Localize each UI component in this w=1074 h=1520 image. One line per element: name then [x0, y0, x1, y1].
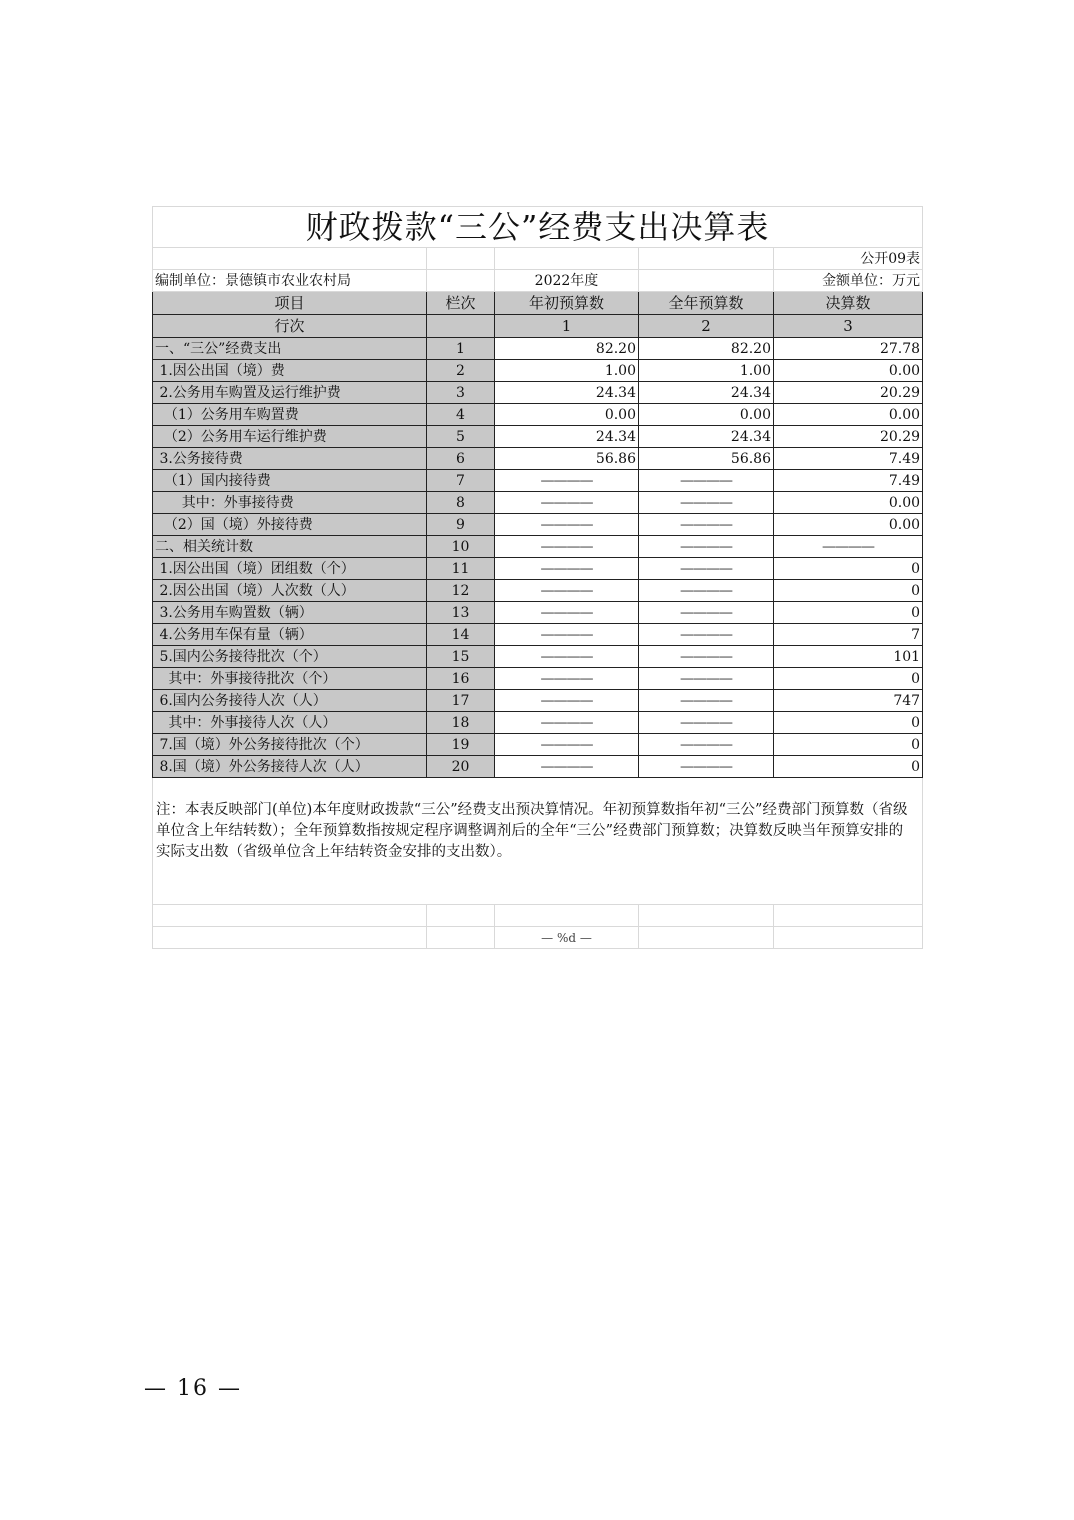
row-col2: ———— [639, 646, 774, 668]
table-row [153, 360, 923, 382]
row-col2: ———— [639, 668, 774, 690]
table-row [153, 668, 923, 690]
header-item: 项目 [153, 292, 427, 315]
table-row [153, 338, 923, 360]
row-item: 2.因公出国（境）人次数（人） [153, 580, 427, 602]
row-seq: 2 [427, 360, 495, 382]
row-col3: 0.00 [774, 404, 923, 426]
row-col2: 24.34 [639, 382, 774, 404]
row-seq: 13 [427, 602, 495, 624]
row-col3: 101 [774, 646, 923, 668]
header-col1: 年初预算数 [495, 292, 639, 315]
row-seq: 5 [427, 426, 495, 448]
row-col1: ———— [495, 668, 639, 690]
row-col2: ———— [639, 602, 774, 624]
row-seq: 6 [427, 448, 495, 470]
row-col1: ———— [495, 646, 639, 668]
row-col1: 82.20 [495, 338, 639, 360]
table-row [153, 602, 923, 624]
row-item: 5.国内公务接待批次（个） [153, 646, 427, 668]
header-seq: 栏次 [427, 292, 495, 315]
row-col1: 56.86 [495, 448, 639, 470]
row-seq: 14 [427, 624, 495, 646]
table-row [153, 558, 923, 580]
header-col2: 全年预算数 [639, 292, 774, 315]
row-item: 3.公务接待费 [153, 448, 427, 470]
row-col2: ———— [639, 536, 774, 558]
table-row [153, 426, 923, 448]
row-seq: 16 [427, 668, 495, 690]
row-label-item: 行次 [153, 315, 427, 338]
row-col3: 20.29 [774, 382, 923, 404]
unit-label: 编制单位：景德镇市农业农村局 [153, 270, 427, 292]
report-year: 2022年度 [495, 270, 639, 292]
table-row [153, 492, 923, 514]
row-col3: 20.29 [774, 426, 923, 448]
row-item: 其中：外事接待人次（人） [153, 712, 427, 734]
header-col3: 决算数 [774, 292, 923, 315]
row-label-c1: 1 [495, 315, 639, 338]
row-col3: 0 [774, 756, 923, 778]
row-item: （2）国（境）外接待费 [153, 514, 427, 536]
row-col3: 747 [774, 690, 923, 712]
row-col1: ———— [495, 712, 639, 734]
row-item: 3.公务用车购置数（辆） [153, 602, 427, 624]
row-seq: 4 [427, 404, 495, 426]
row-seq: 20 [427, 756, 495, 778]
table-row [153, 712, 923, 734]
report-sheet [152, 206, 922, 949]
row-seq: 3 [427, 382, 495, 404]
row-col3: ———— [774, 536, 923, 558]
row-seq: 17 [427, 690, 495, 712]
row-col3: 7.49 [774, 470, 923, 492]
row-seq: 1 [427, 338, 495, 360]
row-seq: 15 [427, 646, 495, 668]
row-col2: ———— [639, 470, 774, 492]
row-col1: ———— [495, 734, 639, 756]
row-item: 8.国（境）外公务接待人次（人） [153, 756, 427, 778]
row-item: （1）国内接待费 [153, 470, 427, 492]
row-seq: 18 [427, 712, 495, 734]
footer-mark: — %d — [495, 927, 639, 949]
row-col1: ———— [495, 492, 639, 514]
row-col2: ———— [639, 712, 774, 734]
row-item: 1.因公出国（境）团组数（个） [153, 558, 427, 580]
row-label-c2: 2 [639, 315, 774, 338]
row-col1: ———— [495, 536, 639, 558]
page-number: — 16 — [144, 1376, 242, 1401]
row-seq: 10 [427, 536, 495, 558]
row-item: 2.公务用车购置及运行维护费 [153, 382, 427, 404]
row-item: 其中：外事接待费 [153, 492, 427, 514]
row-number-row [153, 315, 923, 338]
form-code: 公开09表 [774, 248, 923, 270]
row-col2: ———— [639, 492, 774, 514]
table-row [153, 580, 923, 602]
row-col3: 7.49 [774, 448, 923, 470]
row-item: 7.国（境）外公务接待批次（个） [153, 734, 427, 756]
row-col1: 0.00 [495, 404, 639, 426]
table-row [153, 734, 923, 756]
row-col2: 24.34 [639, 426, 774, 448]
row-col3: 0.00 [774, 492, 923, 514]
row-col3: 0.00 [774, 360, 923, 382]
row-item: 6.国内公务接待人次（人） [153, 690, 427, 712]
row-seq: 12 [427, 580, 495, 602]
row-col2: ———— [639, 514, 774, 536]
table-row [153, 404, 923, 426]
row-item: 一、“三公”经费支出 [153, 338, 427, 360]
table-note: 注：本表反映部门(单位)本年度财政拨款“三公”经费支出预决算情况。年初预算数指年初“三公”经费部门预算数（省级单位含上年结转数）；全年预算数指按规定程序调整调剂后的全年“三公”经费部门预算数；决算数反映当年预算安排的实际支出数（省级单位含上年结转资金安排的支出数）。 [153, 778, 923, 905]
table-row [153, 690, 923, 712]
row-col2: ———— [639, 558, 774, 580]
row-col1: 24.34 [495, 426, 639, 448]
row-col2: ———— [639, 690, 774, 712]
row-col1: ———— [495, 470, 639, 492]
row-col1: ———— [495, 602, 639, 624]
row-item: 1.因公出国（境）费 [153, 360, 427, 382]
table-row [153, 470, 923, 492]
row-label-c3: 3 [774, 315, 923, 338]
row-item: 4.公务用车保有量（辆） [153, 624, 427, 646]
row-item: （2）公务用车运行维护费 [153, 426, 427, 448]
row-col3: 0 [774, 580, 923, 602]
row-col3: 0 [774, 712, 923, 734]
row-col2: 56.86 [639, 448, 774, 470]
row-col1: ———— [495, 624, 639, 646]
row-col1: 24.34 [495, 382, 639, 404]
row-col2: ———— [639, 624, 774, 646]
table-row [153, 448, 923, 470]
row-col3: 0.00 [774, 514, 923, 536]
row-col3: 7 [774, 624, 923, 646]
row-seq: 8 [427, 492, 495, 514]
row-col2: ———— [639, 734, 774, 756]
row-col3: 0 [774, 602, 923, 624]
row-col1: ———— [495, 558, 639, 580]
row-col2: 0.00 [639, 404, 774, 426]
row-col3: 0 [774, 558, 923, 580]
table-row [153, 514, 923, 536]
table-row [153, 646, 923, 668]
row-col3: 0 [774, 734, 923, 756]
row-item: 二、相关统计数 [153, 536, 427, 558]
row-col3: 27.78 [774, 338, 923, 360]
row-col1: ———— [495, 690, 639, 712]
row-item: （1）公务用车购置费 [153, 404, 427, 426]
row-seq: 7 [427, 470, 495, 492]
row-col1: ———— [495, 756, 639, 778]
row-col2: ———— [639, 756, 774, 778]
amount-unit: 金额单位：万元 [774, 270, 923, 292]
row-col2: 1.00 [639, 360, 774, 382]
table-row [153, 624, 923, 646]
row-col2: 82.20 [639, 338, 774, 360]
row-item: 其中：外事接待批次（个） [153, 668, 427, 690]
table-row [153, 756, 923, 778]
header-row [153, 292, 923, 315]
table-row [153, 536, 923, 558]
report-table [152, 206, 923, 949]
row-seq: 19 [427, 734, 495, 756]
table-row [153, 382, 923, 404]
row-col1: ———— [495, 580, 639, 602]
report-title: 财政拨款“三公”经费支出决算表 [153, 207, 923, 248]
row-col2: ———— [639, 580, 774, 602]
row-col1: 1.00 [495, 360, 639, 382]
row-seq: 9 [427, 514, 495, 536]
row-col1: ———— [495, 514, 639, 536]
row-seq: 11 [427, 558, 495, 580]
row-col3: 0 [774, 668, 923, 690]
